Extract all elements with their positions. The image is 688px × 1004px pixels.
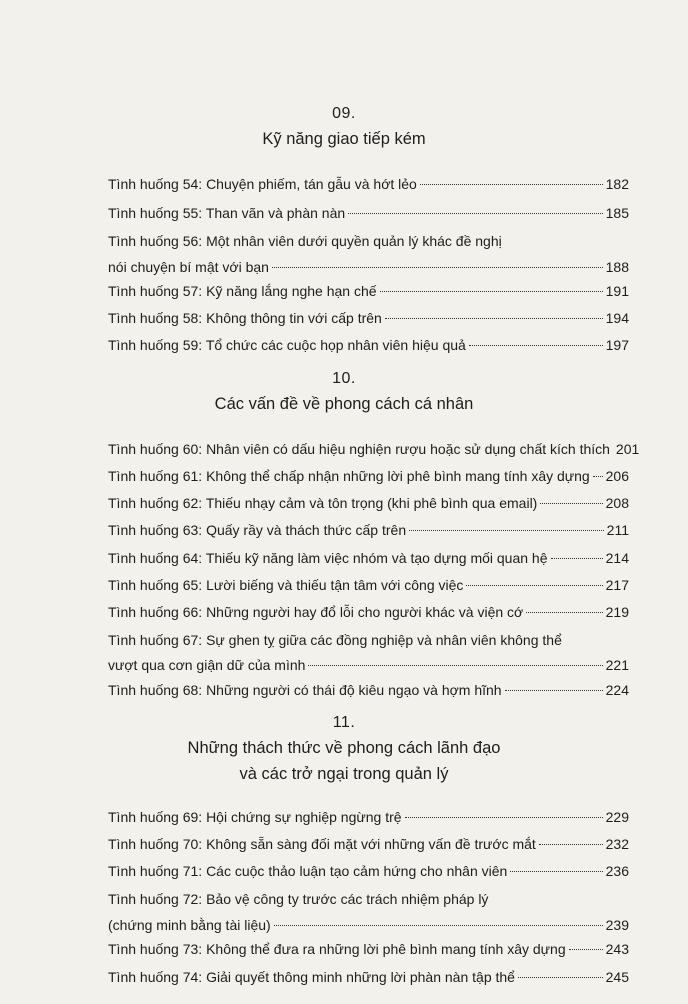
entry-page: 197 [605, 337, 629, 353]
entry-page: 239 [605, 917, 629, 933]
toc-entry[interactable] [108, 308, 629, 328]
dot-leader [272, 267, 603, 268]
entry-title: Tình huống 69: Hội chứng sự nghiệp ngừng trệ [108, 809, 402, 825]
chapter-number: 10. [332, 370, 356, 387]
entry-title: Tình huống 70: Không sẵn sàng đối mặt với những vấn đề trước mắt [108, 836, 536, 852]
entry-title-cont: (chứng minh bằng tài liệu) [108, 917, 271, 933]
toc-entry[interactable] [108, 889, 629, 935]
entry-page: 194 [605, 310, 629, 326]
dot-leader [385, 318, 603, 319]
entry-page: 208 [605, 495, 629, 511]
chapter-heading [0, 714, 688, 786]
entry-title: Tình huống 54: Chuyện phiếm, tán gẫu và hớt lẻo [108, 176, 417, 192]
toc-entry[interactable] [108, 493, 629, 513]
entry-title: Tình huống 73: Không thể đưa ra những lời phê bình mang tính xây dựng [108, 941, 566, 957]
chapter-number: 09. [332, 105, 356, 122]
dot-leader [466, 585, 602, 586]
entry-page: 206 [605, 468, 629, 484]
entry-title: Tình huống 60: Nhân viên có dấu hiệu nghiện rượu hoặc sử dụng chất kích thích [108, 441, 610, 457]
toc-entry[interactable] [108, 439, 640, 459]
entry-page: 201 [615, 441, 640, 457]
dot-leader [348, 213, 602, 214]
toc-entry[interactable] [108, 281, 629, 301]
entry-page: 188 [605, 259, 629, 275]
entry-title: Tình huống 74: Giải quyết thông minh những lời phàn nàn tập thể [108, 969, 515, 985]
entry-title: Tình huống 59: Tổ chức các cuộc họp nhân viên hiệu quả [108, 337, 466, 353]
toc-entry[interactable] [108, 602, 629, 622]
entry-title: Tình huống 58: Không thông tin với cấp trên [108, 310, 382, 326]
entry-page: 221 [605, 657, 629, 673]
entry-title-cont: nói chuyện bí mật với bạn [108, 259, 269, 275]
dot-leader [274, 925, 603, 926]
toc-entry[interactable] [108, 680, 629, 700]
dot-leader [518, 977, 603, 978]
entry-title: Tình huống 67: Sự ghen tỵ giữa các đồng nghiệp và nhân viên không thể [108, 632, 562, 648]
entry-title: Tình huống 68: Những người có thái độ kiêu ngạo và hợm hĩnh [108, 682, 502, 698]
dot-leader [593, 476, 603, 477]
toc-entry[interactable] [108, 520, 629, 540]
dot-leader [380, 291, 603, 292]
entry-title: Tình huống 66: Những người hay đổ lỗi cho người khác và viện cớ [108, 604, 524, 620]
entry-page: 236 [605, 863, 629, 879]
entry-page: 214 [605, 550, 629, 566]
chapter-heading [0, 370, 688, 416]
entry-page: 243 [605, 941, 629, 957]
entry-page: 185 [605, 205, 629, 221]
toc-entry[interactable] [108, 834, 629, 854]
dot-leader [551, 558, 603, 559]
chapter-title: Các vấn đề về phong cách cá nhân [214, 395, 474, 413]
entry-page: 217 [605, 577, 629, 593]
entry-page: 219 [605, 604, 629, 620]
dot-leader [510, 871, 602, 872]
toc-entry[interactable] [108, 335, 629, 355]
toc-entry[interactable] [108, 466, 629, 486]
dot-leader [409, 530, 604, 531]
dot-leader [308, 665, 602, 666]
toc-entry[interactable] [108, 203, 629, 223]
entry-page: 232 [605, 836, 629, 852]
toc-entry[interactable] [108, 630, 629, 675]
chapter-number: 11. [332, 714, 356, 731]
dot-leader [539, 844, 603, 845]
toc-entry[interactable] [108, 575, 629, 595]
toc-entry[interactable] [108, 861, 629, 881]
entry-title: Tình huống 71: Các cuộc thảo luận tạo cảm hứng cho nhân viên [108, 863, 508, 879]
entry-page: 211 [606, 522, 629, 538]
toc-entry[interactable] [108, 231, 629, 277]
entry-page: 245 [605, 969, 629, 985]
entry-title: Tình huống 63: Quấy rầy và thách thức cấp trên [108, 522, 407, 538]
toc-entry[interactable] [108, 548, 629, 568]
dot-leader [469, 345, 603, 346]
dot-leader [405, 817, 603, 818]
chapter-title: Kỹ năng giao tiếp kém [262, 130, 426, 148]
toc-entry[interactable] [108, 807, 629, 827]
dot-leader [505, 690, 603, 691]
chapter-heading [0, 105, 688, 151]
entry-title: Tình huống 62: Thiếu nhạy cảm và tôn trọng (khi phê bình qua email) [108, 495, 538, 511]
entry-title: Tình huống 65: Lười biếng và thiếu tận tâm với công việc [108, 577, 464, 593]
entry-title: Tình huống 64: Thiếu kỹ năng làm việc nhóm và tạo dựng mối quan hệ [108, 550, 548, 566]
entry-title-cont: vượt qua cơn giận dữ của mình [108, 657, 306, 673]
entry-title: Tình huống 61: Không thể chấp nhận những lời phê bình mang tính xây dựng [108, 468, 590, 484]
entry-title: Tình huống 55: Than vãn và phàn nàn [108, 205, 346, 221]
entry-title: Tình huống 57: Kỹ năng lắng nghe hạn chế [108, 283, 377, 299]
entry-title: Tình huống 72: Bảo vệ công ty trước các trách nhiệm pháp lý [108, 891, 489, 907]
dot-leader [526, 612, 602, 613]
toc-entry[interactable] [108, 939, 629, 959]
toc-entry[interactable] [108, 174, 629, 194]
entry-page: 224 [605, 682, 629, 698]
entry-page: 182 [605, 176, 629, 192]
dot-leader [569, 949, 603, 950]
chapter-title-line2: và các trở ngại trong quản lý [239, 765, 449, 783]
entry-page: 229 [605, 809, 629, 825]
dot-leader [420, 184, 603, 185]
entry-page: 191 [605, 283, 629, 299]
toc-entry[interactable] [108, 967, 629, 987]
chapter-title: Những thách thức về phong cách lãnh đạo [187, 739, 501, 757]
entry-title: Tình huống 56: Một nhân viên dưới quyền quản lý khác đề nghị [108, 233, 502, 249]
dot-leader [540, 503, 602, 504]
